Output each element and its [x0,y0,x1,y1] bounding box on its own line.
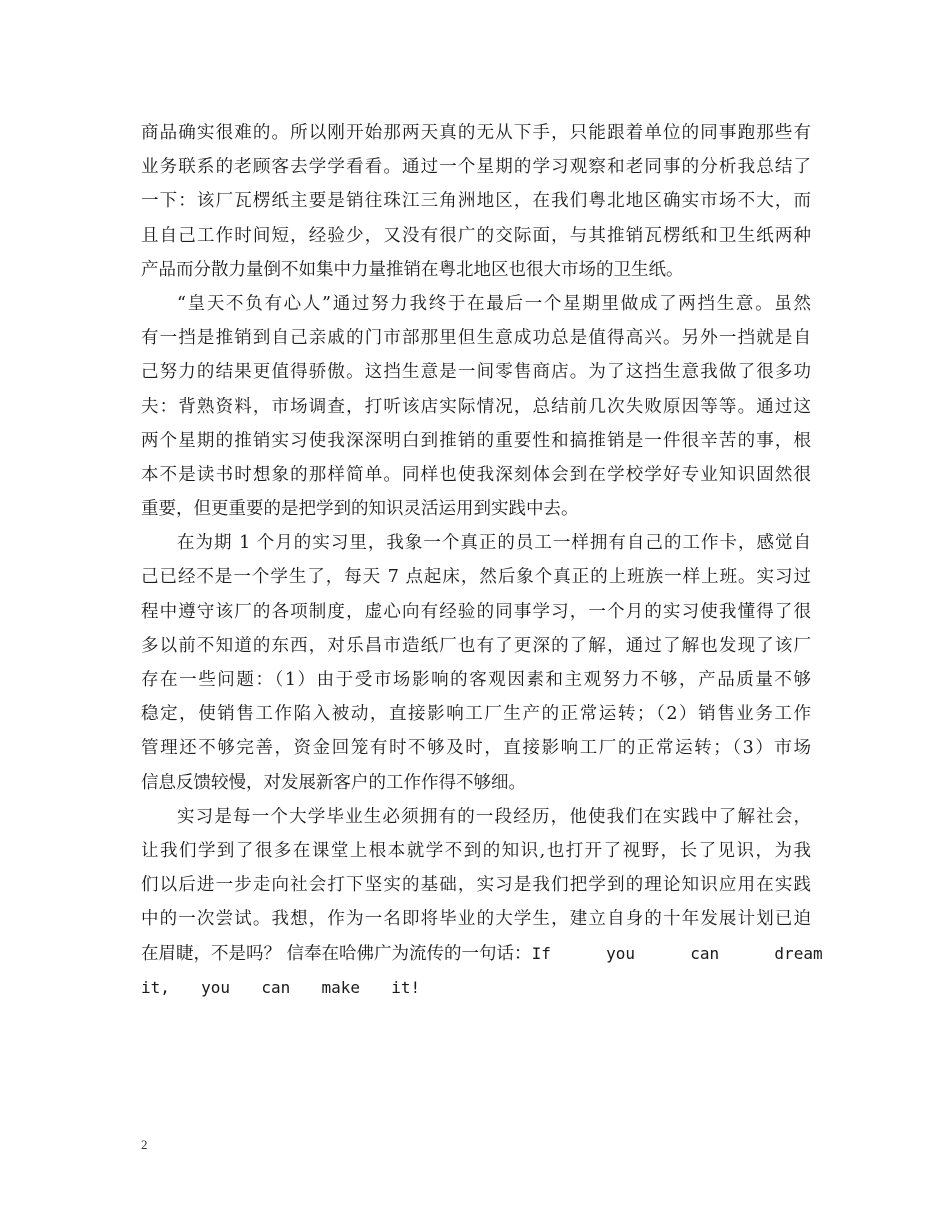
text-line: 重要，但更重要的是把学到的知识灵活运用到实践中去。 [141,499,579,520]
english-quote-end: it, you can make it! [141,977,421,997]
document-body [141,116,823,1005]
page-number: 2 [141,1137,148,1152]
text-segment: 在眉睫，不是吗？ 信奉在哈佛广为流传的一句话： [141,943,532,964]
text-line: 产品而分散力量倒不如集中力量推销在粤北地区也很大市场的卫生纸。 [141,259,684,280]
text-line: 信息反馈较慢，对发展新客户的工作作得不够细。 [141,772,526,793]
text-line: 在为期 1 个月的实习里，我象一个真正的员工一样拥有自己的工作卡，感觉自 [177,533,811,554]
text-line: 且自己工作时间短，经验少，又没有很广的交际面，与其推销瓦楞纸和卫生纸两种 [141,225,811,246]
text-line: 己努力的结果更值得骄傲。这挡生意是一间零售商店。为了这挡生意我做了很多功 [141,362,811,383]
text-line: 多以前不知道的东西，对乐昌市造纸厂也有了更深的了解，通过了解也发现了该厂 [141,635,811,656]
text-line: 本不是读书时想象的那样简单。同样也使我深刻体会到在学校学好专业知识固然很 [141,464,811,485]
text-line: 商品确实很难的。所以刚开始那两天真的无从下手，只能跟着单位的同事跑那些有 [141,123,811,143]
text-line: 己已经不是一个学生了，每天 7 点起床，然后象个真正的上班族一样上班。实习过 [141,567,811,588]
text-line: “皇天不负有心人”通过努力我终于在最后一个星期里做成了两挡生意。虽然 [177,293,811,314]
text-line: 业务联系的老顾客去学学看看。通过一个星期的学习观察和老同事的分析我总结了 [141,157,811,178]
text-line-with-quote [141,937,823,971]
text-line: 稳定，使销售工作陷入被动，直接影响工厂生产的正常运转；（2）销售业务工作 [141,704,811,725]
text-line: 让我们学到了很多在课堂上根本就学不到的知识,也打开了视野，长了见识，为我 [141,840,811,861]
text-line: 管理还不够完善，资金回笼有时不够及时，直接影响工厂的正常运转；（3）市场 [141,738,811,759]
text-line: 存在一些问题：（1）由于受市场影响的客观因素和主观努力不够，产品质量不够 [141,670,811,690]
text-line: 夫：背熟资料，市场调查，打听该店实际情况，总结前几次失败原因等等。通过这 [141,396,811,417]
text-line: 们以后进一步走向社会打下坚实的基础，实习是我们把学到的理论知识应用在实践 [141,875,811,896]
english-quote-start: If you can dream [531,943,823,963]
text-line: 中的一次尝试。我想，作为一名即将毕业的大学生，建立自身的十年发展计划已迫 [141,909,811,930]
text-line: 实习是每一个大学毕业生必须拥有的一段经历，他使我们在实践中了解社会， [177,806,811,827]
text-line: 有一挡是推销到自己亲戚的门市部那里但生意成功总是值得高兴。另外一挡就是自 [141,328,811,349]
text-line: 程中遵守该厂的各项制度，虚心向有经验的同事学习，一个月的实习使我懂得了很 [141,601,811,622]
text-line: 一下：该厂瓦楞纸主要是销往珠江三角洲地区，在我们粤北地区确实市场不大，而 [141,191,811,212]
text-line: 两个星期的推销实习使我深深明白到推销的重要性和搞推销是一件很辛苦的事，根 [141,430,811,451]
